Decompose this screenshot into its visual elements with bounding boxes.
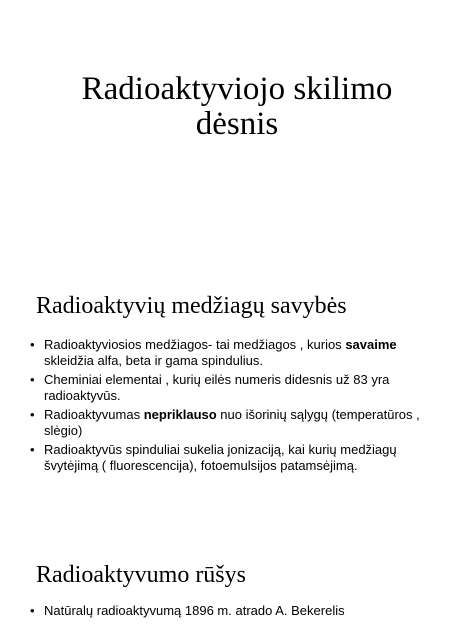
title-slide xyxy=(0,0,474,267)
types-bullet-list xyxy=(30,603,450,622)
bullet-text-bold: savaime xyxy=(345,337,397,352)
title-line-2: dėsnis xyxy=(195,106,279,142)
list-item xyxy=(30,337,450,369)
list-item xyxy=(30,407,450,439)
bullet-text-before: Natūralų radioaktyvumą 1896 m. atrado A. Bekerelis xyxy=(44,603,345,618)
bullet-text-before: Radioaktyvūs spinduliai sukelia jonizaciją, kai kurių medžiagų švytėjimą ( fluorescencija), fotoemulsijos patamsėjimą. xyxy=(44,442,397,473)
bullet-text-before: Radioaktyviosios medžiagos- tai medžiagos , kurios xyxy=(44,337,346,352)
types-heading: Radioaktyvumo rūšys xyxy=(36,562,246,588)
bullet-text-before: Radioaktyvumas xyxy=(44,407,144,422)
bullet-icon xyxy=(30,442,40,458)
bullet-text-bold: nepriklauso xyxy=(143,407,217,422)
bullet-icon xyxy=(30,603,40,619)
properties-heading: Radioaktyvių medžiagų savybės xyxy=(36,293,347,319)
title-line-1: Radioaktyviojo skilimo xyxy=(81,71,393,107)
bullet-text-after: nuo išorinių sąlygų (temperatūros , slėgio) xyxy=(44,407,420,438)
bullet-icon xyxy=(30,407,40,423)
document-title xyxy=(0,72,474,142)
bullet-icon xyxy=(30,372,40,388)
properties-bullet-list xyxy=(30,337,450,477)
bullet-text-before: Cheminiai elementai , kurių eilės numeris didesnis už 83 yra radioaktyvūs. xyxy=(44,372,390,403)
list-item xyxy=(30,372,450,404)
bullet-text-after: skleidžia alfa, beta ir gama spindulius. xyxy=(44,353,263,368)
list-item xyxy=(30,442,450,474)
bullet-icon xyxy=(30,337,40,353)
list-item xyxy=(30,603,450,619)
